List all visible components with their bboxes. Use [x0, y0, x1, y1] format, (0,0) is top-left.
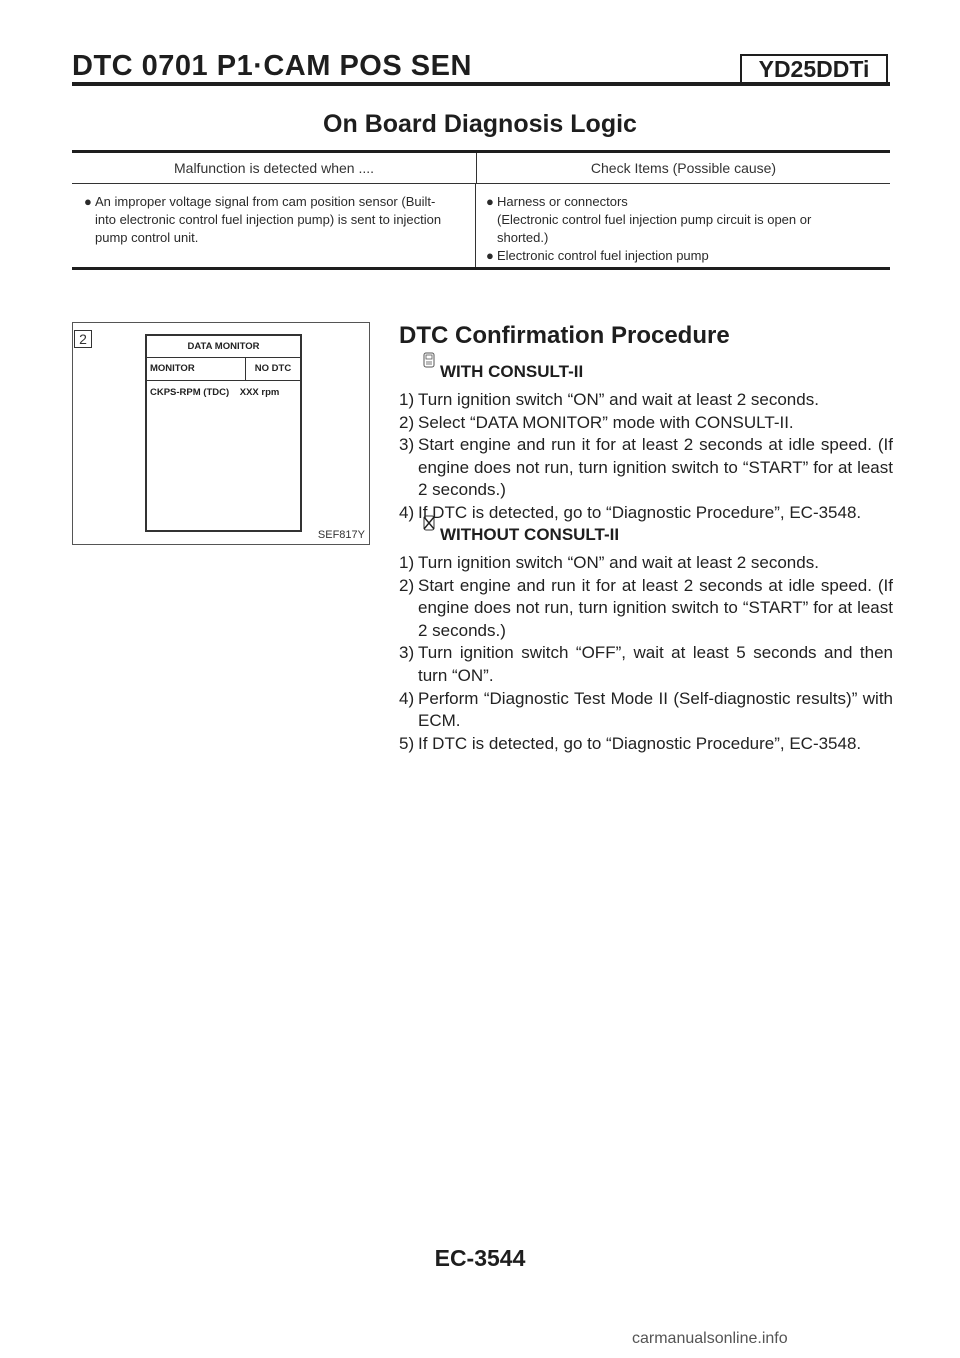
monitor-label: MONITOR: [147, 358, 246, 380]
step-number: 2): [399, 575, 415, 595]
data-item-name: CKPS-RPM (TDC): [150, 387, 230, 398]
logic-section-title: On Board Diagnosis Logic: [323, 110, 637, 138]
list-item: [399, 733, 893, 756]
screen-title: DATA MONITOR: [147, 336, 300, 358]
malfunction-cell: [72, 184, 476, 267]
dtc-status: NO DTC: [254, 363, 292, 374]
step-text: Start engine and run it for at least 2 seconds at idle speed. (If engine does not run, turn ignition switch to “START” for at least 2 seconds.): [418, 435, 893, 500]
step-number: 4): [399, 502, 415, 522]
table-header-row: [72, 153, 890, 184]
step-number: 1): [399, 553, 415, 572]
col-check-items-header: Check Items (Possible cause): [590, 160, 777, 176]
check-item: [486, 247, 882, 265]
engine-badge: YD25DDTi: [740, 54, 888, 84]
check-items-cell: [476, 184, 890, 267]
consult-tool-icon: [422, 352, 436, 368]
check-item-text: Electronic control fuel injection pump: [497, 248, 709, 263]
list-item: [399, 688, 893, 733]
table-row: [72, 184, 890, 267]
procedure-title: DTC Confirmation Procedure: [399, 322, 730, 349]
step-number: 2): [399, 412, 415, 432]
check-item-text: Harness or connectors: [497, 194, 628, 209]
list-item: [399, 642, 893, 687]
figure-number: 2: [74, 330, 92, 348]
page-header-title: DTC 0701 P1·CAM POS SEN: [72, 50, 472, 82]
malfunction-line: An improper voltage signal from cam position sensor (Built-: [95, 194, 436, 209]
without-consult-steps: [399, 552, 893, 755]
step-number: 3): [399, 435, 415, 455]
table-bottom-rule: [72, 267, 890, 270]
step-text: If DTC is detected, go to “Diagnostic Procedure”, EC-3548.: [418, 733, 862, 753]
check-item: [486, 193, 882, 211]
step-number: 1): [399, 390, 415, 409]
bullet-icon: ●: [84, 194, 92, 209]
step-text: Turn ignition switch “ON” and wait at least 2 seconds.: [418, 390, 819, 409]
list-item: [399, 552, 893, 575]
step-number: 3): [399, 643, 415, 663]
list-item: [399, 412, 893, 435]
watermark-link[interactable]: carmanualsonline.info: [632, 1330, 788, 1347]
check-item-sub-line: (Electronic control fuel injection pump circuit is open or: [497, 212, 812, 227]
step-text: Start engine and run it for at least 2 seconds at idle speed. (If engine does not run, turn ignition switch to “START” for at least 2 seconds.): [418, 575, 893, 640]
without-consult-heading: WITHOUT CONSULT-II: [440, 525, 620, 544]
consult-screen: [145, 334, 302, 532]
data-item-value: XXX rpm: [239, 387, 280, 398]
step-text: Turn ignition switch “OFF”, wait at least 5 seconds and then turn “ON”.: [418, 643, 893, 685]
bullet-icon: ●: [486, 248, 494, 263]
page-number: EC-3544: [434, 1245, 526, 1271]
list-item: [399, 575, 893, 643]
col-malfunction-header: Malfunction is detected when ....: [72, 153, 477, 183]
data-monitor-figure: [72, 322, 370, 545]
malfunction-line: pump control unit.: [95, 230, 199, 245]
step-text: Perform “Diagnostic Test Mode II (Self-diagnostic results)” with ECM.: [418, 688, 893, 731]
with-consult-heading: WITH CONSULT-II: [440, 362, 584, 381]
diagnosis-logic-table: [72, 150, 890, 270]
step-number: 4): [399, 688, 415, 708]
list-item: [399, 502, 893, 525]
with-consult-steps: [399, 389, 893, 525]
malfunction-bullet: [84, 193, 465, 247]
list-item: [399, 434, 893, 502]
step-text: Select “DATA MONITOR” mode with CONSULT-II.: [418, 412, 794, 432]
no-consult-tool-icon: [422, 515, 436, 531]
screen-data-row: [147, 381, 300, 398]
header-rule: [72, 82, 890, 86]
step-number: 5): [399, 733, 415, 753]
bullet-icon: ●: [486, 194, 494, 209]
screen-header-row: [147, 358, 300, 381]
malfunction-line: into electronic control fuel injection pump) is sent to injection: [95, 212, 442, 227]
step-text: If DTC is detected, go to “Diagnostic Procedure”, EC-3548.: [418, 502, 862, 522]
check-item-sub-line: shorted.): [497, 230, 549, 245]
figure-code: SEF817Y: [317, 529, 365, 541]
step-text: Turn ignition switch “ON” and wait at least 2 seconds.: [418, 553, 819, 572]
list-item: [399, 389, 893, 412]
